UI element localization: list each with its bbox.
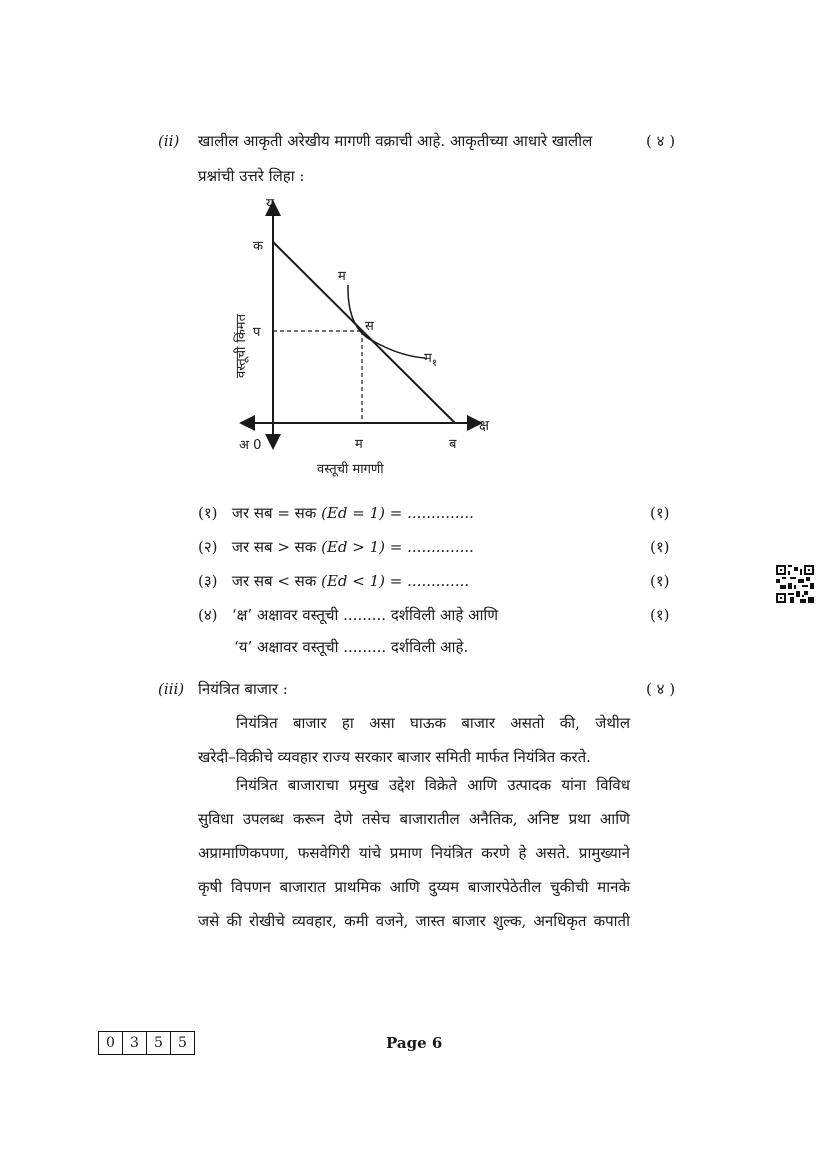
paragraph-2-line-4: कृषी विपणन बाजारात प्राथमिक आणि दुय्यम बाजारपेठेतील चुकीची मानके	[198, 878, 630, 896]
subquestion-3-formula: (Ed < 1) = .............	[321, 572, 470, 590]
point-m-x-label: म	[355, 437, 363, 452]
qr-code	[776, 565, 814, 603]
subquestion-3-marks: (१)	[650, 572, 670, 590]
subquestion-3-text: जर सब < सक	[231, 572, 317, 590]
paragraph-1	[198, 706, 630, 774]
subquestion-3-number: (३)	[198, 572, 218, 590]
subquestion-1	[198, 503, 474, 523]
point-k-label: क	[253, 239, 263, 254]
subquestion-2-formula: (Ed > 1) = ..............	[321, 538, 474, 556]
subquestion-2	[198, 537, 474, 557]
question-number-iii: (iii)	[158, 680, 185, 698]
x-axis-label: क्ष	[479, 418, 490, 434]
y-axis-title: वस्तूची किंमत	[234, 314, 249, 378]
subquestion-4-number: (४)	[198, 606, 218, 624]
x-axis-title: वस्तूची मागणी	[317, 462, 384, 477]
y-axis-label: य	[266, 196, 275, 212]
code-digit-2: 3	[122, 1032, 146, 1054]
subquestion-1-formula: (Ed = 1) = ..............	[321, 504, 474, 522]
subquestion-2-number: (२)	[198, 538, 218, 556]
demand-curve-figure	[225, 190, 515, 485]
subquestion-1-number: (१)	[198, 504, 218, 522]
code-digit-1: 0	[106, 1035, 115, 1051]
paragraph-2-line-3: अप्रामाणिकपणा, फसवेगिरी यांचे प्रमाण नियंत्रित करणे हे असते. प्रामुख्याने	[198, 844, 630, 862]
point-p-label: प	[253, 325, 261, 340]
subquestion-3	[198, 571, 469, 591]
subquestion-2-text: जर सब > सक	[231, 538, 317, 556]
subquestion-1-text: जर सब = सक	[231, 504, 317, 522]
point-s-label: स	[365, 319, 374, 334]
paragraph-2	[198, 768, 630, 938]
question-ii-marks: ( ४ )	[646, 132, 676, 150]
point-m-top-label: म	[338, 269, 346, 284]
subquestion-4-marks: (१)	[650, 606, 670, 624]
question-ii-line2: प्रश्नांची उत्तरे लिहा :	[198, 167, 305, 185]
paragraph-2-line-1: नियंत्रित बाजाराचा प्रमुख उद्देश विक्रेते आणि उत्पादक यांना विविध	[236, 776, 630, 794]
page-number: Page 6	[386, 1034, 443, 1052]
subquestion-4-text: ‘क्ष’ अक्षावर वस्तूची ......... दर्शविली आहे आणि	[231, 606, 499, 624]
question-iii-marks: ( ४ )	[646, 680, 676, 698]
paragraph-1-line-1: नियंत्रित बाजार हा असा घाऊक बाजार असतो की, जेथील	[236, 714, 630, 732]
paragraph-1-line-2: खरेदी–विक्रीचे व्यवहार राज्य सरकार बाजार समिती मार्फत नियंत्रित करते.	[198, 748, 591, 766]
subquestion-2-marks: (१)	[650, 538, 670, 556]
origin-label: अ 0	[239, 438, 262, 453]
question-ii-line1: खालील आकृती अरेखीय मागणी वक्राची आहे. आकृतीच्या आधारे खालील	[198, 132, 593, 150]
point-b-label: ब	[449, 437, 457, 452]
paragraph-2-line-2: सुविधा उपलब्ध करून देणे तसेच बाजारातील अनैतिक, अनिष्ट प्रथा आणि	[198, 810, 630, 828]
code-digit-3: 5	[146, 1032, 170, 1054]
subquestion-1-marks: (१)	[650, 504, 670, 522]
linear-demand-line	[273, 242, 455, 423]
question-number-ii: (ii)	[158, 132, 180, 150]
subquestion-4	[198, 605, 498, 625]
paragraph-2-line-5: जसे की रोखीचे व्यवहार, कमी वजने, जास्त बाजार शुल्क, अनधिकृत कपाती	[198, 912, 630, 930]
point-m1-label: म$_१$	[424, 351, 437, 369]
question-iii-title: नियंत्रित बाजार :	[198, 680, 288, 698]
question-paper-code	[98, 1031, 195, 1055]
subquestion-4-line2: ‘य’ अक्षावर वस्तूची ......... दर्शविली आहे.	[234, 638, 469, 656]
nonlinear-demand-curve	[348, 285, 425, 358]
code-digit-4: 5	[170, 1032, 194, 1054]
